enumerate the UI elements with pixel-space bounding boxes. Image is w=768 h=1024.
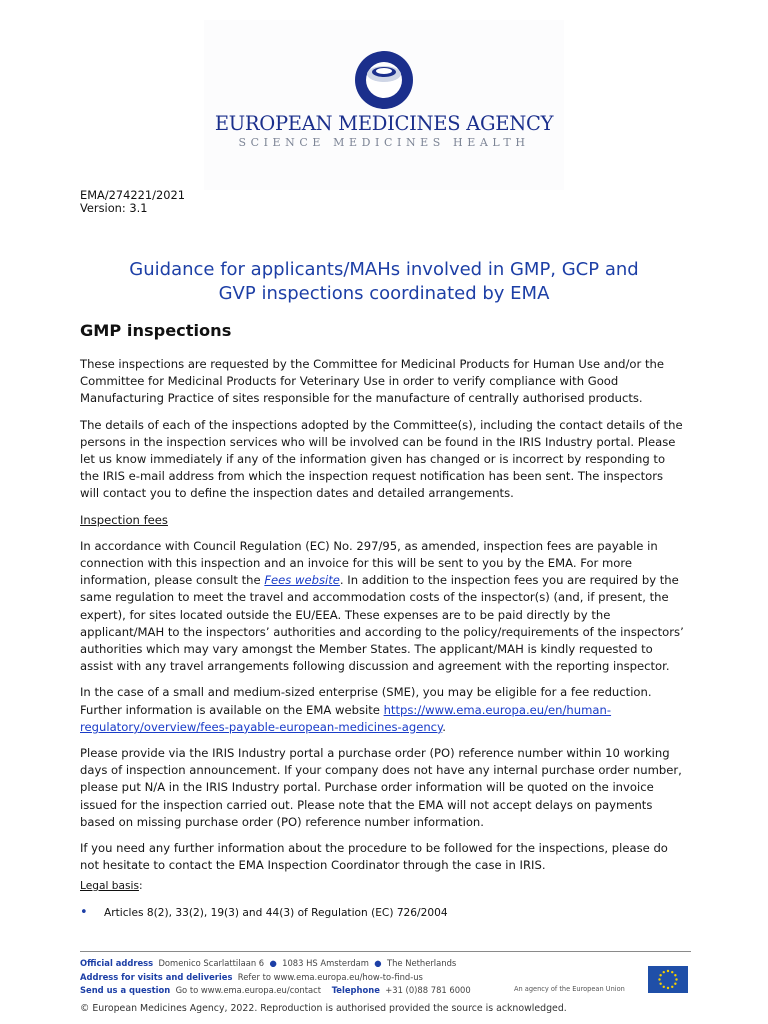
text-line: Please provide via the IRIS Industry portal a purchase order (PO) reference number within 10 working: [80, 746, 670, 761]
eu-star: [675, 978, 677, 980]
footer-divider: [80, 951, 691, 952]
eu-star: [659, 983, 661, 985]
footer-separator: ●: [371, 958, 385, 968]
footer-separator: ●: [266, 958, 280, 968]
text-line: [80, 719, 688, 736]
document-reference: EMA/274221/2021: [80, 188, 185, 202]
ema-logo: [204, 20, 564, 190]
eu-star: [667, 970, 669, 972]
document-body: [80, 356, 688, 883]
text-line: [80, 702, 688, 719]
footer-label: Send us a question: [80, 985, 171, 996]
fees-website-link[interactable]: Fees website: [264, 573, 340, 588]
text-line: connection with this inspection and an invoice for this will be sent to you by the EMA. For more: [80, 556, 633, 571]
text-line: please put N/A in the IRIS Industry portal. Purchase order information will be quoted on the invoice: [80, 780, 654, 795]
text-line: authorities which may vary amongst the Member States. The applicant/MAH is kindly requested to: [80, 642, 653, 657]
text-line: will contact you to define the inspection dates and detailed arrangements.: [80, 486, 514, 501]
legal-basis-colon: :: [138, 880, 143, 892]
document-title-line: Guidance for applicants/MAHs involved in GMP, GCP and: [129, 259, 639, 280]
text-line: [80, 572, 688, 589]
eu-star: [667, 987, 669, 989]
text-line: applicant/MAH to the inspectors’ authorities and according to the policy/requirements of the inspectors’: [80, 624, 684, 639]
paragraph-details: [80, 417, 688, 503]
text-line: The details of each of the inspections adopted by the Committee(s), including the contact details of the: [80, 417, 683, 432]
legal-basis-text: Legal basis: [80, 880, 139, 892]
text-line: days of inspection announcement. If your company does not have any internal purchase order number,: [80, 763, 682, 778]
text-line: expert), for sites located outside the EU/EEA. These expenses are to be paid directly by the: [80, 607, 611, 622]
text-line: assist with any travel arrangements following discussion and agreement with the reporting inspector.: [80, 659, 670, 674]
copyright-notice: © European Medicines Agency, 2022. Reproduction is authorised provided the source is acknowledged.: [80, 1003, 567, 1014]
paragraph-sme: [80, 684, 688, 736]
section-heading: GMP inspections: [80, 321, 232, 340]
paragraph-fees: [80, 538, 688, 676]
text-line: the IRIS e-mail address from which the inspection request notification has been sent. The inspectors: [80, 469, 664, 484]
text-segment: information, please consult the: [80, 573, 265, 588]
footer-official-address: [80, 957, 471, 971]
footer: [80, 957, 471, 998]
inspection-fees-subheading: Inspection fees: [80, 512, 168, 527]
document-meta: [80, 189, 185, 215]
text-line: These inspections are requested by the Committee for Medicinal Products for Human Use and/or the: [80, 357, 664, 371]
bullet-dot-icon: •: [80, 905, 88, 920]
agency-name: EUROPEAN MEDICINES AGENCY: [214, 112, 554, 135]
footer-street: Domenico Scarlattilaan 6: [158, 958, 265, 968]
paragraph-purchase-order: [80, 745, 688, 831]
eu-star: [663, 986, 665, 988]
text-line: Manufacturing Practice of sites responsible for the manufacture of centrally authorised products.: [80, 391, 643, 406]
agency-tagline: SCIENCE MEDICINES HEALTH: [238, 136, 530, 149]
text-segment: .: [442, 719, 446, 734]
document-version: Version: 3.1: [80, 201, 148, 215]
eu-star: [659, 974, 661, 976]
document-title-line: GVP inspections coordinated by EMA: [218, 283, 550, 304]
footer-phone-text: +31 (0)88 781 6000: [385, 985, 471, 996]
paragraph-contact: [80, 840, 688, 874]
legal-basis-item: [80, 905, 448, 920]
legal-basis-label: [80, 880, 143, 892]
footer-visits-text[interactable]: Refer to www.ema.europa.eu/how-to-find-us: [237, 971, 423, 982]
text-segment: . In addition to the inspection fees you are required by the: [339, 573, 679, 588]
paragraph-committees: [80, 356, 688, 408]
text-line: If you need any further information about the procedure to be followed for the inspections, please do: [80, 841, 668, 856]
footer-label: Telephone: [331, 985, 380, 996]
text-line: Committee for Medicinal Products for Veterinary Use in order to verify compliance with Good: [80, 374, 619, 389]
eu-star: [658, 978, 660, 980]
text-line: issued for the inspection carried out. Please note that the EMA will not accept delays on payments: [80, 797, 653, 812]
text-line: not hesitate to contact the EMA Inspection Coordinator through the case in IRIS.: [80, 858, 546, 873]
text-line: same regulation to meet the travel and accommodation costs of the inspector(s) (and, if present, the: [80, 590, 669, 605]
eu-star: [663, 971, 665, 973]
eu-star: [671, 971, 673, 973]
footer-label: Official address: [80, 958, 154, 968]
text-segment: Further information is available on the EMA website: [80, 702, 384, 717]
footer-visits: [80, 971, 471, 985]
footer-country: The Netherlands: [386, 958, 457, 968]
legal-basis-item-text: Articles 8(2), 33(2), 19(3) and 44(3) of Regulation (EC) 726/2004: [104, 907, 448, 919]
text-line: In the case of a small and medium-sized enterprise (SME), you may be eligible for a fee reduction.: [80, 685, 652, 700]
footer-label: Address for visits and deliveries: [80, 971, 233, 982]
text-line: let us know immediately if any of the information given has changed or is incorrect by responding to: [80, 452, 666, 467]
text-line: In accordance with Council Regulation (EC) No. 297/95, as amended, inspection fees are payable in: [80, 538, 658, 553]
agency-of-eu-label: An agency of the European Union: [514, 985, 625, 993]
fees-payable-link[interactable]: https://www.ema.europa.eu/en/human-: [383, 702, 612, 717]
text-line: persons in the inspection services who will be involved can be found in the IRIS Industry portal. Please: [80, 434, 676, 449]
footer-question-text[interactable]: Go to www.ema.europa.eu/contact: [175, 985, 322, 996]
eu-star: [674, 974, 676, 976]
text-line: based on missing purchase order (PO) reference number information.: [80, 814, 484, 829]
footer-contact: [80, 984, 471, 998]
document-title: [60, 258, 708, 306]
fees-payable-link-continued[interactable]: regulatory/overview/fees-payable-european-medicines-agency: [80, 719, 443, 734]
ema-emblem-icon: [354, 50, 414, 110]
eu-flag-icon: [648, 966, 688, 993]
eu-star: [674, 983, 676, 985]
footer-city: 1083 HS Amsterdam: [282, 958, 369, 968]
inspection-fees-subheading-block: [80, 512, 688, 529]
eu-star: [671, 986, 673, 988]
